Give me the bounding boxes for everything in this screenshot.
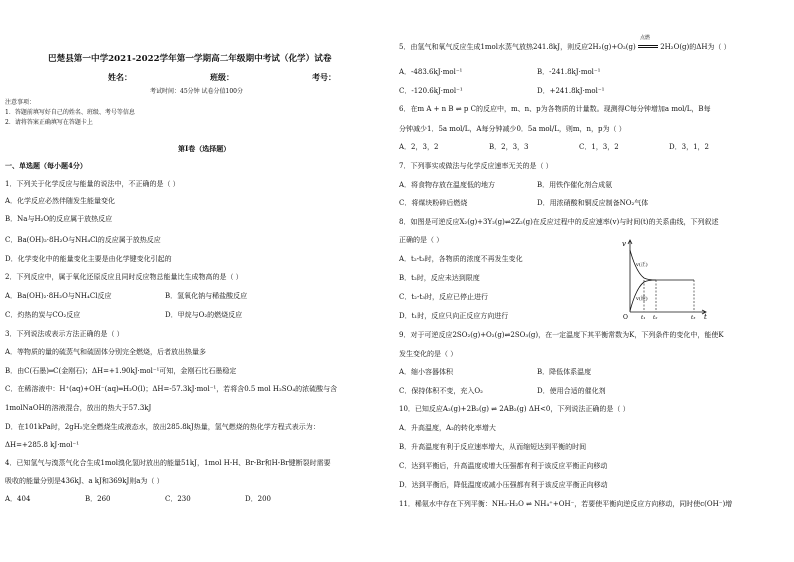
q9-option-a: A．缩小容器体积 — [399, 368, 454, 376]
q4-option-a: A．404 — [5, 495, 31, 503]
q2-option-c: C．灼热的炭与CO₂反应 — [5, 311, 81, 319]
q11-stem: 11．稀氨水中存在下列平衡：NH₃·H₂O ⇌ NH₄⁺+OH⁻，若要使平衡向逆反应方向移动，同时使c(OH⁻)增 — [399, 500, 733, 508]
q5-option-b: B．-241.8kJ·mol⁻¹ — [537, 68, 601, 76]
q1-stem: 1．下列关于化学反应与能量的说法中，不正确的是（ ） — [5, 180, 180, 188]
q6-option-d: D．3，1，2 — [669, 143, 709, 151]
q5-stem-tail: 2H₂O(g)的ΔH为（ ） — [660, 43, 731, 51]
q8-option-b: B．t₂时，反应未达到限度 — [399, 274, 480, 282]
name-label: 姓名： — [108, 72, 132, 82]
q5-stem-text: 5．由氢气和氧气反应生成1mol水蒸气放热241.8kJ，则反应2H₂(g)+O₂(g) — [399, 43, 636, 51]
q6-option-a: A．2，3，2 — [399, 143, 439, 151]
y-axis-label: v — [622, 240, 626, 248]
q8-option-a: A．t₂-t₃时，各物质的浓度不再发生变化 — [399, 255, 523, 263]
q5-option-c: C．-120.6kJ·mol⁻¹ — [399, 87, 463, 95]
arrow-label: 点燃 — [639, 35, 650, 41]
q5-stem — [399, 35, 731, 51]
q1-option-c: C．Ba(OH)₂·8H₂O与NH₄Cl的反应属于放热反应 — [5, 236, 161, 244]
number-label: 考号： — [312, 72, 336, 82]
q7-stem: 7．下列事实或做法与化学反应速率无关的是（ ） — [399, 162, 553, 170]
rate-time-graph — [620, 236, 710, 320]
q9-option-c: C．保持体积不变，充入O₂ — [399, 387, 483, 395]
q10-option-a: A．升高温度，A₂的转化率增大 — [399, 424, 496, 432]
q5-option-d: D．+241.8kJ·mol⁻¹ — [537, 87, 605, 95]
volume-title: 第I卷（选择题） — [178, 144, 231, 153]
part-title: 一、单选题（每小题4分） — [5, 161, 87, 170]
q3-option-d-line2: ΔH=+285.8 kJ·mol⁻¹ — [5, 441, 80, 449]
q9-option-b: B．降低体系温度 — [537, 368, 592, 376]
exam-title: 巴楚县第一中学2021-2022学年第一学期高二年级期中考试（化学）试卷 — [48, 54, 332, 64]
x-axis-label: t — [704, 313, 707, 320]
q9-option-d: D．使用合适的催化剂 — [537, 387, 606, 395]
q4-stem-line1: 4．已知氢气与溴蒸气化合生成1mol溴化氢时放出的能量51kJ，1mol H-H、Br-Br和H-Br键断裂时需要 — [5, 459, 331, 467]
tick-label: t₁ — [641, 315, 646, 320]
q8-option-d: D．t₁时，反应只向正反应方向进行 — [399, 312, 509, 320]
q10-option-b: B．升高温度有利于反应速率增大，从而缩短达到平衡的时间 — [399, 443, 587, 451]
q7-option-a: A．将食物存放在温度低的地方 — [399, 181, 496, 189]
q8-option-c: C．t₂-t₃时，反应已停止进行 — [399, 293, 488, 301]
q8-stem-line2: 正确的是（ ） — [399, 236, 444, 244]
q6-option-b: B．2，3，3 — [489, 143, 529, 151]
q1-option-d: D．化学变化中的能量变化主要是由化学键变化引起的 — [5, 255, 172, 263]
q7-option-c: C．将煤块粉碎后燃烧 — [399, 199, 468, 207]
reverse-label: v(逆) — [636, 296, 648, 302]
q2-option-b: B．氢氧化钠与稀盐酸反应 — [165, 292, 248, 300]
q6-stem-line1: 6．在m A + n B ⇌ p C的反应中，m、n、p为各物质的计量数。现测得C每分钟增加a mol/L，B每 — [399, 105, 711, 113]
note-item: 1．答题前填写好自己的姓名、班级、考号等信息 — [5, 109, 135, 116]
q9-stem-line1: 9．对于可逆反应2SO₂(g)+O₂(g)⇌2SO₃(g)，在一定温度下其平衡常数为K，下列条件的变化中，能使K — [399, 331, 724, 339]
q2-option-d: D．甲烷与O₂的燃烧反应 — [165, 311, 243, 319]
q6-stem-line2: 分钟减少1．5a mol/L，A每分钟减少0．5a mol/L，则m，n，p为（ ） — [399, 125, 626, 133]
q10-stem: 10．已知反应A₂(g)+2B₂(g) ⇌ 2AB₂(g) ΔH<0，下列说法正确的是（ ） — [399, 405, 630, 413]
q10-option-d: D．达到平衡后，降低温度或减小压强都有利于该反应平衡正向移动 — [399, 481, 608, 489]
notes-heading: 注意事项： — [5, 99, 36, 106]
forward-label: v(正) — [636, 262, 648, 268]
q3-option-b: B．由C(石墨)═C(金刚石)；ΔH=+1.90kJ·mol⁻¹可知，金刚石比石墨稳定 — [5, 367, 237, 375]
q4-option-c: C．230 — [165, 495, 191, 503]
q3-option-c-line1: C．在稀溶液中：H⁺(aq)+OH⁻(aq)═H₂O(l)；ΔH=-57.3kJ·mol⁻¹，若将含0.5 mol H₂SO₄的浓硫酸与含 — [5, 385, 338, 393]
q7-option-b: B．用铁作催化剂合成氨 — [537, 181, 613, 189]
origin-label: O — [623, 314, 628, 320]
q2-stem: 2．下列反应中，属于氧化还原反应且同时反应物总能量比生成物高的是（ ） — [5, 273, 243, 281]
q3-option-c-line2: 1molNaOH的溶液混合，放出的热大于57.3kJ — [5, 404, 152, 412]
q4-option-d: D．200 — [245, 495, 271, 503]
q3-option-a: A．等物质的量的硫蒸气和硫固体分别完全燃烧，后者放出热量多 — [5, 348, 207, 356]
tick-label: t₃ — [691, 315, 696, 320]
q1-option-b: B．Na与H₂O的反应属于放热反应 — [5, 215, 113, 223]
q2-option-a: A．Ba(OH)₂·8H₂O与NH₄Cl反应 — [5, 292, 112, 300]
note-item: 2．请将答案正确填写在答题卡上 — [5, 119, 93, 126]
q5-option-a: A．-483.6kJ·mol⁻¹ — [399, 68, 463, 76]
q10-option-c: C．达到平衡后，升高温度或增大压强都有利于该反应平衡正向移动 — [399, 462, 608, 470]
q6-option-c: C．1，3，2 — [579, 143, 619, 151]
ignite-arrow — [638, 35, 658, 51]
q9-stem-line2: 发生变化的是（ ） — [399, 350, 458, 358]
tick-label: t₂ — [653, 315, 658, 320]
q3-option-d-line1: D．在101kPa时，2gH₂完全燃烧生成液态水，放出285.8kJ热量，氢气燃烧的热化学方程式表示为： — [5, 423, 320, 431]
class-label: 班级： — [210, 72, 234, 82]
q3-stem: 3．下列说法或表示方法正确的是（ ） — [5, 330, 124, 338]
q1-option-a: A．化学反应必然伴随发生能量变化 — [5, 197, 116, 205]
q4-option-b: B．260 — [85, 495, 111, 503]
q8-stem-line1: 8．如图是可逆反应X₂(g)+3Y₂(g)⇌2Z₂(g)在反应过程中的反应速率(v)与时间(t)的关系曲线，下列叙述 — [399, 218, 719, 226]
q4-stem-line2: 吸收的能量分别是436kJ、a kJ和369kJ则a为（ ） — [5, 477, 164, 485]
exam-info: 考试时间：45分钟 试卷分值100分 — [150, 88, 243, 95]
q7-option-d: D．用浓硝酸和铜反应制备NO₂气体 — [537, 199, 649, 207]
